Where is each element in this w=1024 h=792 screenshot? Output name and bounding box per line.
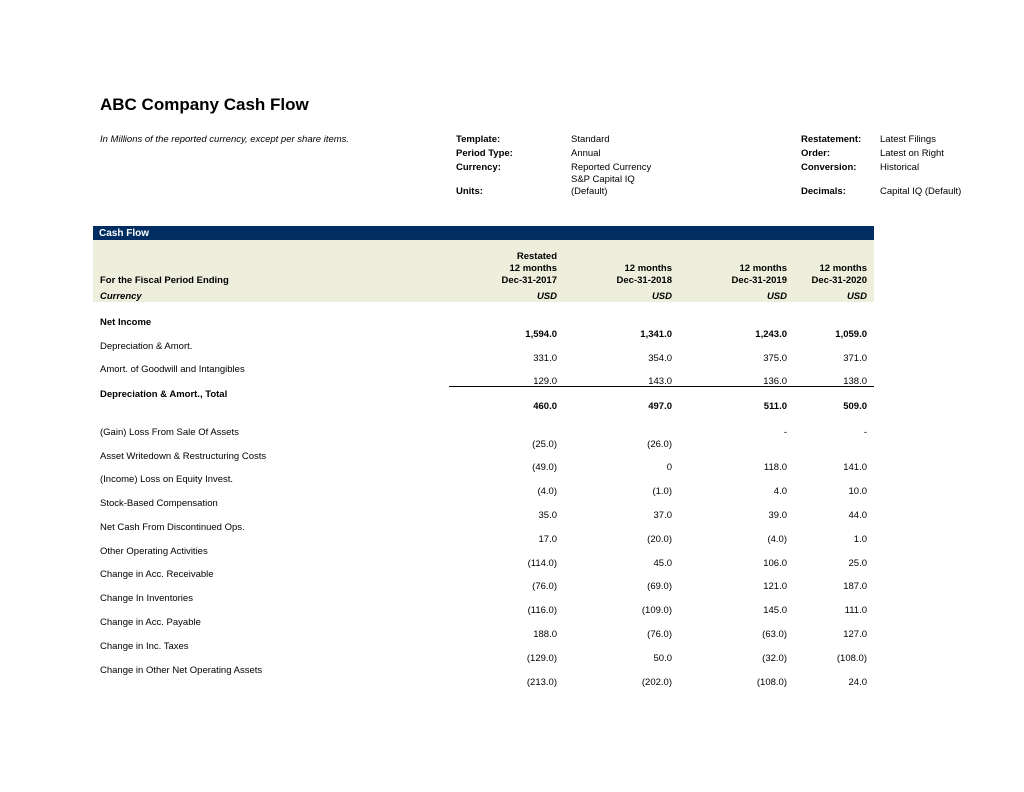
units-value-line1: S&P Capital IQ — [571, 174, 635, 185]
row-label: Depreciation & Amort. — [100, 341, 193, 352]
table-cell: 10.0 — [848, 486, 867, 497]
row-label-da-total: Depreciation & Amort., Total — [100, 389, 228, 400]
col-header-currency: USD — [846, 291, 867, 302]
table-cell: 460.0 — [533, 401, 557, 412]
table-cell: 35.0 — [538, 510, 557, 521]
row-label: Stock-Based Compensation — [100, 498, 218, 509]
table-cell: 354.0 — [648, 353, 672, 364]
units-value-line2: (Default) — [571, 186, 608, 197]
table-cell: (202.0) — [641, 677, 672, 688]
table-cell: 4.0 — [773, 486, 787, 497]
row-label: Asset Writedown & Restructuring Costs — [100, 451, 267, 462]
order-value: Latest on Right — [880, 148, 944, 159]
table-cell: (108.0) — [836, 653, 867, 664]
table-cell: (25.0) — [532, 439, 557, 450]
table-cell: 118.0 — [763, 462, 787, 473]
restatement-value: Latest Filings — [880, 134, 936, 145]
report-subtitle: In Millions of the reported currency, except per share items. — [100, 134, 350, 145]
table-cell: 136.0 — [763, 376, 787, 387]
conversion-value: Historical — [880, 162, 920, 173]
table-cell: (1.0) — [652, 486, 672, 497]
table-cell: 509.0 — [843, 401, 867, 412]
table-cell: (20.0) — [647, 534, 672, 545]
table-cell: (108.0) — [756, 677, 787, 688]
table-cell: (26.0) — [647, 439, 672, 450]
col-header-currency: USD — [651, 291, 672, 302]
row-label: Amort. of Goodwill and Intangibles — [100, 364, 245, 375]
row-label: Change in Acc. Payable — [100, 617, 201, 628]
table-cell: 121.0 — [763, 581, 787, 592]
col-header-date: Dec-31-2018 — [616, 275, 672, 286]
currency-value: Reported Currency — [571, 162, 652, 173]
section-title-bar: Cash Flow — [93, 226, 874, 240]
period-type-label: Period Type: — [456, 148, 513, 159]
table-cell: 138.0 — [843, 376, 867, 387]
table-cell: 1,594.0 — [525, 329, 557, 340]
col-header-currency: USD — [536, 291, 557, 302]
table-cell: (109.0) — [641, 605, 672, 616]
table-cell: 25.0 — [848, 558, 867, 569]
col-header-date: Dec-31-2020 — [811, 275, 867, 286]
table-cell: (4.0) — [537, 486, 557, 497]
subtotal-divider — [449, 386, 874, 387]
row-label: Change in Acc. Receivable — [100, 569, 214, 580]
currency-header-label: Currency — [100, 291, 142, 302]
table-cell: 37.0 — [653, 510, 672, 521]
table-cell: 50.0 — [653, 653, 672, 664]
order-label: Order: — [801, 148, 831, 159]
table-cell: 0 — [666, 462, 672, 473]
table-cell: 127.0 — [843, 629, 867, 640]
currency-label: Currency: — [456, 162, 501, 173]
template-label: Template: — [456, 134, 501, 145]
table-cell: 141.0 — [843, 462, 867, 473]
table-cell: 497.0 — [648, 401, 672, 412]
table-cell: 17.0 — [538, 534, 557, 545]
row-label: (Gain) Loss From Sale Of Assets — [100, 427, 239, 438]
row-label: Change In Inventories — [100, 593, 193, 604]
col-header-date: Dec-31-2019 — [731, 275, 787, 286]
col-header-currency: USD — [766, 291, 787, 302]
table-cell: (63.0) — [762, 629, 787, 640]
table-cell: - — [863, 427, 867, 438]
col-header-line2: 12 months — [739, 263, 787, 274]
table-cell: (49.0) — [532, 462, 557, 473]
row-label: Change in Other Net Operating Assets — [100, 665, 263, 676]
table-cell: 331.0 — [533, 353, 557, 364]
table-cell: 24.0 — [848, 677, 867, 688]
table-cell: 1.0 — [853, 534, 867, 545]
table-cell: 39.0 — [768, 510, 787, 521]
table-cell: (69.0) — [647, 581, 672, 592]
table-cell: 106.0 — [763, 558, 787, 569]
table-cell: 44.0 — [848, 510, 867, 521]
decimals-label: Decimals: — [801, 186, 846, 197]
table-cell: (76.0) — [647, 629, 672, 640]
table-cell: (32.0) — [762, 653, 787, 664]
restatement-label: Restatement: — [801, 134, 862, 145]
table-cell: 143.0 — [648, 376, 672, 387]
col-header-line2: 12 months — [624, 263, 672, 274]
fiscal-period-label: For the Fiscal Period Ending — [100, 275, 229, 286]
row-label: Other Operating Activities — [100, 546, 208, 557]
table-cell: 145.0 — [763, 605, 787, 616]
table-cell: 111.0 — [844, 605, 867, 616]
table-cell: (4.0) — [767, 534, 787, 545]
col-header-line1: Restated — [516, 251, 557, 262]
period-type-value: Annual — [571, 148, 601, 159]
report-title: ABC Company Cash Flow — [100, 95, 309, 114]
row-label: Change in Inc. Taxes — [100, 641, 189, 652]
conversion-label: Conversion: — [801, 162, 857, 173]
table-cell: 1,341.0 — [640, 329, 672, 340]
table-cell: (129.0) — [526, 653, 557, 664]
units-label: Units: — [456, 186, 483, 197]
table-cell: 187.0 — [843, 581, 867, 592]
col-header-date: Dec-31-2017 — [501, 275, 557, 286]
row-label: Net Cash From Discontinued Ops. — [100, 522, 245, 533]
row-label: (Income) Loss on Equity Invest. — [100, 474, 234, 485]
table-cell: (114.0) — [527, 558, 557, 569]
col-header-line2: 12 months — [509, 263, 557, 274]
table-cell: 1,059.0 — [835, 329, 867, 340]
template-value: Standard — [571, 134, 610, 145]
table-cell: 511.0 — [763, 401, 787, 412]
table-cell: (116.0) — [527, 605, 557, 616]
table-cell: 371.0 — [843, 353, 867, 364]
table-cell: 188.0 — [533, 629, 557, 640]
table-cell: 129.0 — [533, 376, 557, 387]
table-cell: 1,243.0 — [755, 329, 787, 340]
col-header-line2: 12 months — [819, 263, 867, 274]
table-cell: (76.0) — [532, 581, 557, 592]
table-cell: 45.0 — [653, 558, 672, 569]
table-cell: - — [783, 427, 787, 438]
row-label-net-income: Net Income — [100, 317, 152, 328]
table-cell: 375.0 — [763, 353, 787, 364]
decimals-value: Capital IQ (Default) — [880, 186, 962, 197]
table-cell: (213.0) — [526, 677, 557, 688]
